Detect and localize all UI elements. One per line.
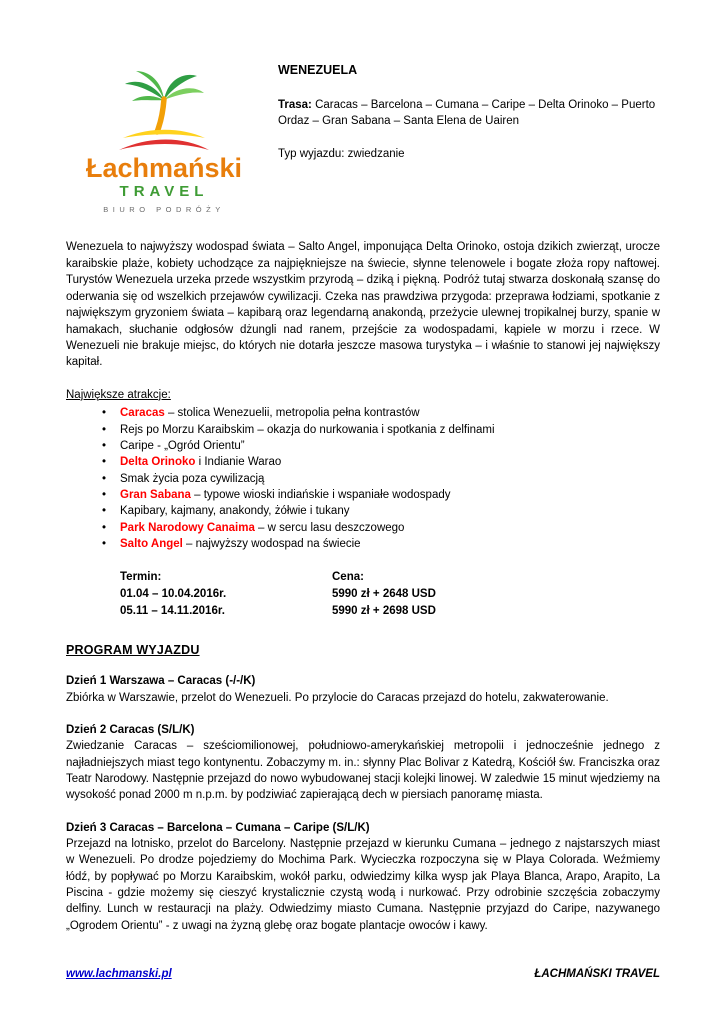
attraction-highlight: Park Narodowy Canaima	[120, 521, 255, 534]
day-description: Przejazd na lotnisko, przelot do Barcelony. Następnie przejazd w kierunku Cumana – jednego z najstarszych miast w Wenezueli. Po drodze pojedziemy do Mochima Park. Wycieczka rozpoczyna się w Playa Colorada. Weźmiemy łódź, by popływać po Morzu Karaibskim, wokół parku, odwiedzimy kilka wysp jak Playa Blanca, Arapo, Arapito, La Piscina - gdzie możemy się cieszyć krystalicznie czystą wodą i nurkować. Przy odrobinie szczęścia zobaczymy delfiny. Lunch w restauracji na plaży. Odwiedzimy miasto Cumana. Następnie przyjazd do Caripe, nazywanego „Ogrodem Orientu” - z uwagi na żyzną glebę oraz bogate plantacje owoców i kawy.	[66, 837, 660, 932]
pricing-table	[120, 569, 660, 619]
route-text: Caracas – Barcelona – Cumana – Caripe – Delta Orinoko – Puerto Ordaz – Gran Sabana – Santa Elena de Uairen	[278, 98, 656, 127]
logo-subtitle: TRAVEL	[119, 183, 209, 201]
day-title: Dzień 3 Caracas – Barcelona – Cumana – Caripe (S/L/K)	[66, 821, 370, 834]
attraction-text: – najwyższy wodospad na świecie	[182, 537, 361, 550]
footer	[66, 968, 660, 980]
term-header: Termin:	[120, 571, 162, 584]
term-value: 05.11 – 14.11.2016r.	[120, 604, 225, 617]
list-item	[66, 471, 660, 487]
attraction-text: – w sercu lasu deszczowego	[254, 521, 405, 534]
list-item	[66, 520, 660, 536]
day-description: Zwiedzanie Caracas – sześciomilionowej, południowo-amerykańskiej metropolii i jednocześnie jednego z najładniejszych miast tego kontynentu. Zobaczymy m. in.: słynny Plac Bolivar z Katedrą, Kościół św. Franciszka oraz Teatr Narodowy. Następnie przejazd do nowo wybudowanej stacji kolejki linowej. W zaledwie 15 minut wjedziemy na wysokość ponad 2000 m n.p.m. by podziwiać zapierającą dech w piersiach panoramę miasta.	[66, 740, 660, 802]
logo-tagline: BIURO PODRÓŻY	[103, 205, 225, 215]
attraction-text: – stolica Wenezuelii, metropolia pełna kontrastów	[164, 407, 420, 420]
attractions-heading: Największe atrakcje:	[66, 388, 171, 401]
attraction-text: Smak życia poza cywilizacją	[120, 472, 265, 485]
attraction-text: – typowe wioski indiańskie i wspaniałe wodospady	[190, 488, 451, 501]
list-item	[66, 536, 660, 552]
attractions-list	[66, 405, 660, 552]
attraction-text: Kapibary, kajmany, anakondy, żółwie i tukany	[120, 505, 350, 518]
list-item	[66, 422, 660, 438]
attraction-text: i Indianie Warao	[195, 456, 282, 469]
website-link[interactable]: www.lachmanski.pl	[66, 968, 172, 980]
attraction-highlight: Gran Sabana	[120, 488, 191, 501]
page-title: WENEZUELA	[278, 63, 358, 77]
price-header: Cena:	[332, 571, 364, 584]
list-item	[66, 487, 660, 503]
list-item	[66, 405, 660, 421]
trip-type: Typ wyjazdu: zwiedzanie	[278, 147, 405, 160]
day-title: Dzień 1 Warszawa – Caracas (-/-/K)	[66, 675, 256, 688]
program-day	[66, 722, 660, 804]
intro-paragraph: Wenezuela to najwyższy wodospad świata – Salto Angel, imponująca Delta Orinoko, ostoja dzikich zwierząt, urocze karaibskie plaże, kobiety uchodzące za najpiękniejsze na świecie, słynne telenowele i bogate złoża ropy naftowej. Turystów Wenezuela urzeka przede wszystkim przyrodą – dziką i piękną. Podróż tutaj stwarza doskonałą szansę do oderwania się od wszelkich przejawów cywilizacji. Czeka nas prawdziwa przygoda: przeprawa łodziami, spotkanie z największym gryzoniem świata – kapibarą oraz legendarną anakondą, przeżycie ulewnej tropikalnej burzy, spanie w hamakach, słuchanie odgłosów dżungli nad ranem, przejście za wodospadami, kąpiele w morzu i rzece. W Wenezueli nie brakuje miejsc, do których nie dotarła jeszcze masowa turystyka – i właśnie to stanowi jej największy kapitał.	[66, 241, 660, 369]
route-line	[278, 97, 660, 129]
term-value: 01.04 – 10.04.2016r.	[120, 587, 227, 600]
price-value: 5990 zł + 2648 USD	[332, 587, 436, 600]
program-day	[66, 820, 660, 934]
route-label: Trasa:	[278, 98, 312, 111]
header-info	[262, 60, 660, 162]
company-logo	[66, 60, 262, 214]
attraction-text: Rejs po Morzu Karaibskim – okazja do nurkowania i spotkania z delfinami	[120, 423, 495, 436]
program-day	[66, 673, 660, 706]
list-item	[66, 438, 660, 454]
price-value: 5990 zł + 2698 USD	[332, 604, 436, 617]
list-item	[66, 454, 660, 470]
day-title: Dzień 2 Caracas (S/L/K)	[66, 723, 195, 736]
attraction-highlight: Caracas	[120, 407, 165, 420]
day-description: Zbiórka w Warszawie, przelot do Wenezueli. Po przylocie do Caracas przejazd do hotelu, zakwaterowanie.	[66, 691, 609, 704]
footer-brand: ŁACHMAŃSKI TRAVEL	[534, 968, 660, 980]
logo-company-name: Łachmański	[85, 153, 243, 183]
palm-tree-icon	[105, 66, 223, 154]
list-item	[66, 503, 660, 519]
attraction-text: Caripe - „Ogród Orientu”	[120, 439, 245, 452]
attraction-highlight: Delta Orinoko	[120, 456, 196, 469]
program-heading: PROGRAM WYJAZDU	[66, 643, 200, 658]
attraction-highlight: Salto Angel	[120, 537, 183, 550]
header	[66, 60, 660, 214]
